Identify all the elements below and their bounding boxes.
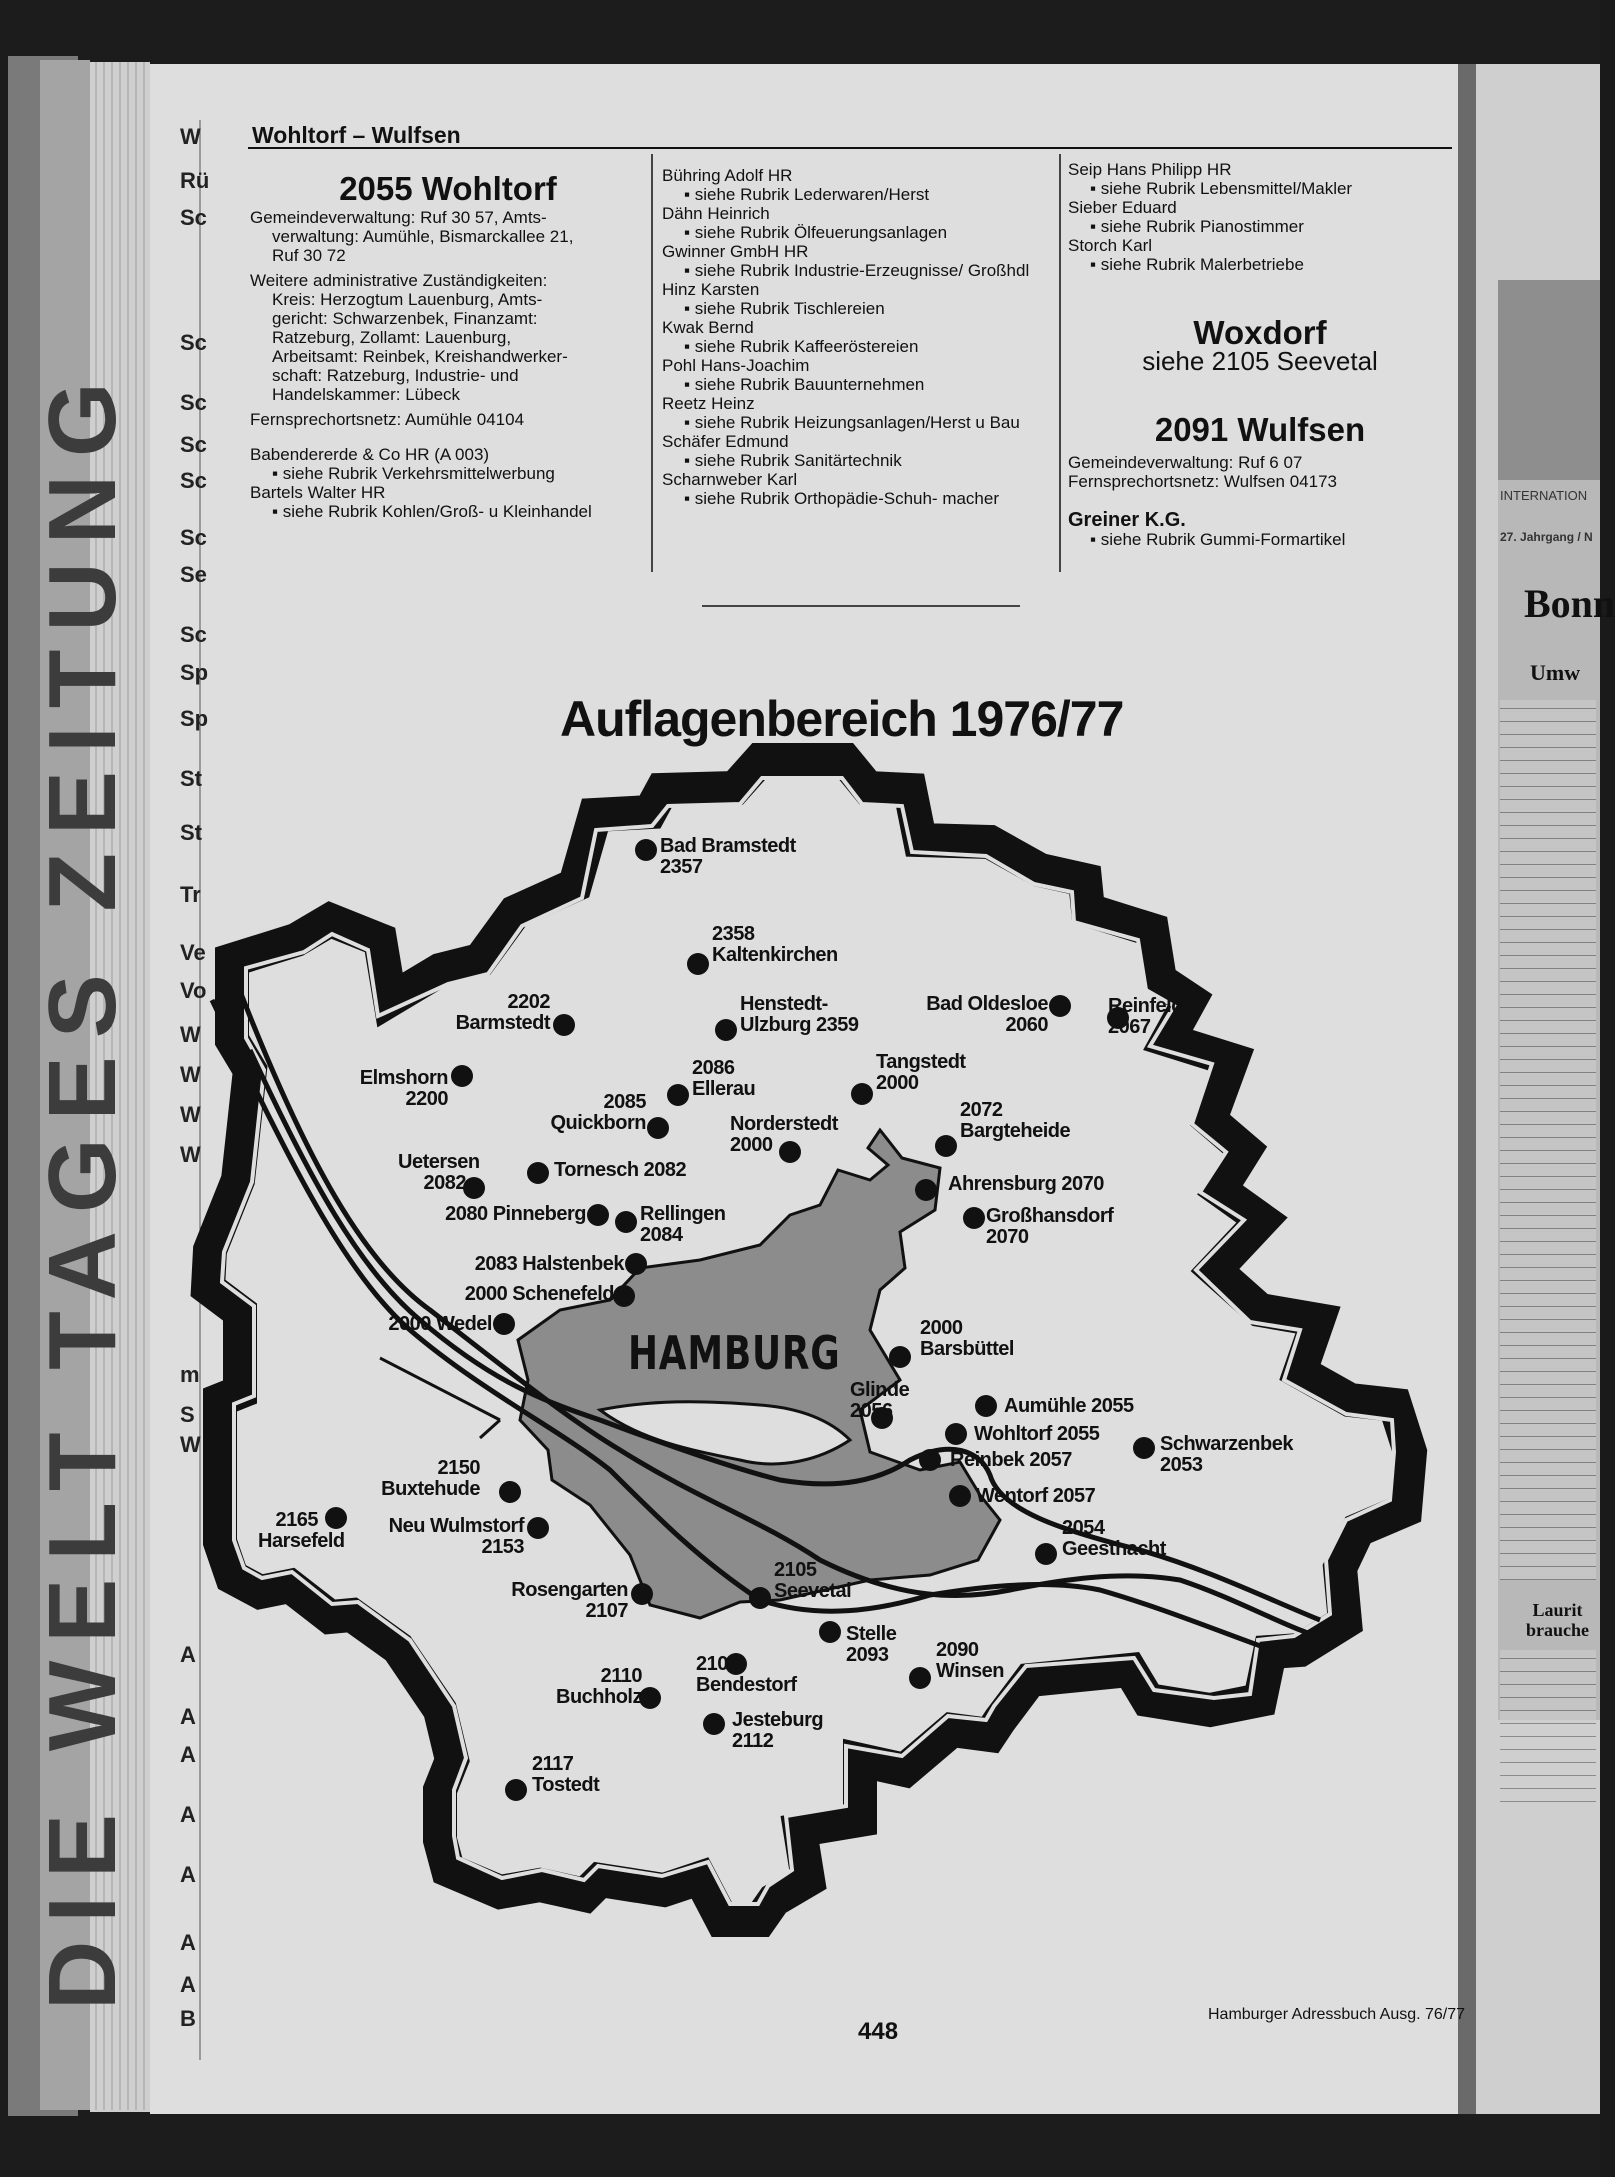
place-marker-ellerau	[667, 1084, 689, 1106]
place-marker-pinneberg	[587, 1204, 609, 1226]
place-label-line: 2056	[850, 1400, 893, 1422]
spine-index-letter: A	[180, 1802, 196, 1827]
place-title-woxdorf: Woxdorf	[1193, 314, 1327, 351]
place-marker-tornesch	[527, 1162, 549, 1184]
spine-index-letter: Sc	[180, 622, 207, 647]
place-label-line: Bendestorf	[696, 1674, 797, 1696]
place-label-line: 2053	[1160, 1454, 1203, 1476]
spine-index-letter: W	[180, 1062, 201, 1087]
spine-index-letter: Sc	[180, 390, 207, 415]
entry-reference: ▪ siehe Rubrik Lederwaren/Herst	[662, 185, 1054, 204]
place-label-halstenbek	[456, 1254, 624, 1275]
entry-reference: ▪ siehe Rubrik Bauunternehmen	[662, 375, 1054, 394]
place-label-line: 2117	[532, 1753, 574, 1775]
place-label-line: Schwarzenbek	[1160, 1433, 1293, 1455]
running-head: Wohltorf – Wulfsen	[252, 122, 461, 148]
entry-reference: ▪ siehe Rubrik Sanitärtechnik	[662, 451, 1054, 470]
entry-name: Seip Hans Philipp HR	[1068, 160, 1232, 179]
spine-index-letter: W	[180, 124, 201, 149]
hamburg-label: HAMBURG	[628, 1326, 841, 1380]
place-label-line: 2000 Wedel	[388, 1313, 492, 1335]
entry-name: Storch Karl	[1068, 236, 1153, 255]
spine-index-letter: A	[180, 1862, 196, 1887]
place-label-bad-bramstedt	[660, 836, 796, 878]
place-label-jesteburg	[732, 1710, 823, 1752]
place-label-line: Kaltenkirchen	[712, 944, 838, 966]
place-label-bad-oldesloe	[918, 994, 1048, 1036]
place-label-line: 2000	[730, 1134, 773, 1156]
place-marker-harsefeld	[325, 1507, 347, 1529]
map-title: Auflagenbereich 1976/77	[560, 691, 1124, 747]
place-title-wohltorf: 2055 Wohltorf	[339, 170, 557, 207]
place-marker-tostedt	[505, 1779, 527, 1801]
place-marker-halstenbek	[625, 1253, 647, 1275]
place-marker-neu-wulmstorf	[527, 1517, 549, 1539]
admin-line: Weitere administrative Zuständigkeiten:	[250, 271, 548, 290]
spine-index-letter: A	[180, 1972, 196, 1997]
admin-line: verwaltung: Aumühle, Bismarckallee 21,	[272, 227, 574, 246]
place-label-bargteheide	[960, 1100, 1070, 1142]
place-label-tangstedt	[876, 1052, 966, 1094]
place-label-barsbuettel	[920, 1318, 1014, 1360]
place-label-line: Stelle	[846, 1623, 897, 1645]
place-marker-rellingen	[615, 1211, 637, 1233]
place-label-line: 2086	[692, 1057, 735, 1079]
place-marker-schenefeld	[613, 1285, 635, 1307]
place-label-reinfeld	[1108, 996, 1183, 1038]
spine-index-letter: Sc	[180, 468, 207, 493]
place-label-line: 2067	[1108, 1016, 1151, 1038]
spine-index-letter: St	[180, 766, 202, 791]
place-label-barmstedt	[440, 992, 550, 1034]
spine-index-letter: m	[180, 1362, 200, 1387]
place-label-schwarzenbek	[1160, 1434, 1293, 1476]
entry-name: Bühring Adolf HR	[662, 166, 793, 185]
spine-vertical-text: DIE WELT TAGES ZEITUNG	[29, 364, 136, 2010]
page-number: 448	[858, 2018, 899, 2045]
place-label-glinde	[850, 1380, 909, 1422]
place-label-tostedt	[532, 1754, 599, 1796]
place-label-line: 2153	[481, 1536, 524, 1558]
place-label-line: Uetersen	[398, 1151, 480, 1173]
place-label-line: 2357	[660, 856, 703, 878]
place-label-line: 2358	[712, 923, 755, 945]
place-marker-schwarzenbek	[1133, 1437, 1155, 1459]
wulfsen-entry-name: Greiner K.G.	[1068, 509, 1186, 531]
place-label-line: 2070	[986, 1226, 1029, 1248]
place-label-line: 2110	[600, 1665, 642, 1687]
place-label-line: 2080 Pinneberg	[445, 1203, 586, 1225]
place-label-ahrensburg	[948, 1174, 1104, 1195]
place-label-pinneberg	[426, 1204, 586, 1225]
admin-line: Gemeindeverwaltung: Ruf 30 57, Amts-	[250, 208, 547, 227]
place-label-quickborn	[536, 1092, 646, 1134]
place-label-line: 2093	[846, 1644, 889, 1666]
place-label-line: 2105	[774, 1559, 817, 1581]
place-label-line: Norderstedt	[730, 1113, 838, 1135]
wulfsen-line-1: Gemeindeverwaltung: Ruf 6 07	[1068, 453, 1303, 472]
entry-name: Schäfer Edmund	[662, 432, 789, 451]
spine-index-letter: B	[180, 2006, 196, 2031]
spine-index-letter: A	[180, 1930, 196, 1955]
spine-index-letter: Sp	[180, 660, 209, 685]
place-label-line: 2107	[585, 1600, 628, 1622]
place-label-winsen	[936, 1640, 1004, 1682]
place-label-line: Bargteheide	[960, 1120, 1071, 1142]
place-label-line: 2084	[640, 1224, 683, 1246]
right-page-headline: Bonn	[1524, 581, 1615, 626]
place-label-line: 2090	[936, 1639, 979, 1661]
place-label-schenefeld	[446, 1284, 614, 1305]
place-label-ellerau	[692, 1058, 755, 1100]
entry-reference: ▪ siehe Rubrik Orthopädie-Schuh- macher	[662, 489, 1054, 508]
place-label-line: Barmstedt	[455, 1012, 550, 1034]
entry-reference: ▪ siehe Rubrik Ölfeuerungsanlagen	[662, 223, 1054, 242]
place-marker-buxtehude	[499, 1481, 521, 1503]
place-label-line: 2106	[696, 1653, 739, 1675]
spine-index-letter: Rü	[180, 168, 210, 193]
place-label-line: 2082	[423, 1172, 466, 1194]
spine-index-letter: A	[180, 1742, 196, 1767]
place-label-line: Ellerau	[692, 1078, 756, 1100]
place-label-seevetal	[774, 1560, 851, 1602]
place-marker-ahrensburg	[915, 1179, 937, 1201]
place-label-line: Wentorf 2057	[976, 1485, 1096, 1507]
place-marker-jesteburg	[703, 1713, 725, 1735]
spine-index-letter: Ve	[180, 940, 206, 965]
spine-index-letter: W	[180, 1022, 201, 1047]
place-marker-wohltorf	[945, 1423, 967, 1445]
place-label-line: Jesteburg	[732, 1709, 824, 1731]
entry-reference: ▪ siehe Rubrik Industrie-Erzeugnisse/ Großhdl	[662, 261, 1054, 280]
place-label-line: Bad Bramstedt	[660, 835, 796, 857]
place-label-line: Ulzburg 2359	[740, 1014, 859, 1036]
place-label-geesthacht	[1062, 1518, 1166, 1560]
place-marker-aumuehle	[975, 1395, 997, 1417]
place-label-bendestorf	[696, 1654, 797, 1696]
place-marker-wentorf	[949, 1485, 971, 1507]
place-label-kaltenkirchen	[712, 924, 838, 966]
place-label-line: 2054	[1062, 1517, 1105, 1539]
entry-name: Dähn Heinrich	[662, 204, 770, 223]
place-marker-grosshansdorf	[963, 1207, 985, 1229]
admin-line: Kreis: Herzogtum Lauenburg, Amts-	[272, 290, 543, 309]
place-marker-tangstedt	[851, 1083, 873, 1105]
place-label-reinbek	[950, 1450, 1072, 1471]
place-label-line: Neu Wulmstorf	[388, 1515, 524, 1537]
place-label-line: 2083 Halstenbek	[474, 1253, 624, 1275]
spine-index-letter: Sc	[180, 525, 207, 550]
place-label-line: 2202	[507, 991, 550, 1013]
place-label-line: Reinbek 2057	[950, 1449, 1072, 1471]
entry-name: Hinz Karsten	[662, 280, 760, 299]
spine-index-letter: Sp	[180, 706, 209, 731]
spine-index-letter: Tr	[180, 882, 201, 907]
entry-name: Bartels Walter HR	[250, 483, 386, 502]
right-page-text-block-2	[1500, 1650, 1596, 1810]
right-page-subhead-2: Laurit brauche	[1526, 1600, 1589, 1640]
place-label-line: Tangstedt	[876, 1051, 966, 1073]
place-label-line: Bad Oldesloe	[926, 993, 1048, 1015]
entry-name: Scharnweber Karl	[662, 470, 798, 489]
place-label-wedel	[368, 1314, 492, 1335]
place-marker-barmstedt	[553, 1014, 575, 1036]
place-label-neu-wulmstorf	[376, 1516, 524, 1558]
admin-line: Arbeitsamt: Reinbek, Kreishandwerker-	[272, 347, 568, 366]
spine-index-letter: A	[180, 1642, 196, 1667]
spine-index-letter: S	[180, 1402, 195, 1427]
place-label-line: 2200	[405, 1088, 448, 1110]
entry-name: Kwak Bernd	[662, 318, 754, 337]
place-label-line: Seevetal	[774, 1580, 852, 1602]
place-label-line: 2112	[732, 1730, 774, 1752]
place-label-uetersen	[398, 1151, 480, 1194]
place-marker-bad-oldesloe	[1049, 995, 1071, 1017]
place-label-rellingen	[640, 1204, 726, 1246]
place-marker-stelle	[819, 1621, 841, 1643]
entry-reference: ▪ siehe Rubrik Pianostimmer	[1068, 217, 1452, 236]
place-marker-barsbuettel	[889, 1346, 911, 1368]
place-label-line: Aumühle 2055	[1004, 1395, 1134, 1417]
admin-line: Ratzeburg, Zollamt: Lauenburg,	[272, 328, 512, 347]
place-label-buxtehude	[376, 1458, 480, 1500]
place-label-line: Großhansdorf	[986, 1205, 1114, 1227]
wulfsen-line-2: Fernsprechortsnetz: Wulfsen 04173	[1068, 472, 1337, 491]
place-marker-kaltenkirchen	[687, 953, 709, 975]
place-marker-bargteheide	[935, 1135, 957, 1157]
spine-index-letter: Se	[180, 562, 207, 587]
entry-reference: ▪ siehe Rubrik Lebensmittel/Makler	[1068, 179, 1452, 198]
entry-name: Reetz Heinz	[662, 394, 755, 413]
right-page-subhead: Umw	[1530, 660, 1581, 685]
place-label-elmshorn	[352, 1068, 448, 1110]
place-label-line: Harsefeld	[258, 1530, 345, 1552]
place-label-wohltorf	[974, 1424, 1099, 1445]
entry-reference: ▪ siehe Rubrik Malerbetriebe	[1068, 255, 1452, 274]
entry-reference: ▪ siehe Rubrik Kohlen/Groß- u Kleinhandel	[250, 502, 646, 521]
place-label-line: Geesthacht	[1062, 1538, 1166, 1560]
place-marker-reinbek	[919, 1449, 941, 1471]
place-label-line: Reinfeld	[1108, 995, 1183, 1017]
place-marker-buchholz	[639, 1687, 661, 1709]
place-marker-elmshorn	[451, 1065, 473, 1087]
place-marker-uetersen	[463, 1177, 485, 1199]
spine-index-letter: W	[180, 1102, 201, 1127]
place-marker-wedel	[493, 1313, 515, 1335]
place-label-line: 2000	[876, 1072, 919, 1094]
place-label-line: 2150	[437, 1457, 480, 1479]
spine-index-letter: A	[180, 1704, 196, 1729]
place-marker-geesthacht	[1035, 1543, 1057, 1565]
place-label-line: Wohltorf 2055	[974, 1423, 1100, 1445]
place-label-aumuehle	[1004, 1396, 1134, 1417]
place-label-buchholz	[550, 1666, 642, 1708]
right-page-issue: 27. Jahrgang / N	[1500, 530, 1593, 544]
wulfsen-entry-ref: ▪ siehe Rubrik Gummi-Formartikel	[1068, 530, 1452, 549]
place-label-line: Buchholz	[556, 1686, 642, 1708]
place-label-line: 2000	[920, 1317, 963, 1339]
admin-line: schaft: Ratzeburg, Industrie- und	[272, 366, 519, 385]
place-label-line: Buxtehude	[381, 1478, 480, 1500]
spine-index-letter: Sc	[180, 205, 207, 230]
admin-line: Fernsprechortsnetz: Aumühle 04104	[250, 410, 525, 429]
place-label-tornesch	[554, 1160, 686, 1181]
place-label-line: 2072	[960, 1099, 1003, 1121]
spine-index-letter: Vo	[180, 978, 207, 1003]
admin-line: Handelskammer: Lübeck	[272, 385, 461, 404]
place-label-rosengarten	[506, 1580, 628, 1622]
spine-index-letter: W	[180, 1142, 201, 1167]
place-label-line: 2000 Schenefeld	[464, 1283, 614, 1305]
place-label-line: 2085	[603, 1091, 646, 1113]
entry-name: Pohl Hans-Joachim	[662, 356, 810, 375]
place-label-line: Elmshorn	[359, 1067, 448, 1089]
place-marker-rosengarten	[631, 1583, 653, 1605]
place-label-wentorf	[976, 1486, 1095, 1507]
spine-index-letter: Sc	[180, 432, 207, 457]
place-label-grosshansdorf	[986, 1206, 1113, 1248]
entry-reference: ▪ siehe Rubrik Kaffeeröstereien	[662, 337, 1054, 356]
entry-reference: ▪ siehe Rubrik Tischlereien	[662, 299, 1054, 318]
admin-line: Ruf 30 72	[272, 246, 346, 265]
place-label-norderstedt	[730, 1114, 838, 1156]
place-label-line: Rellingen	[640, 1203, 726, 1225]
place-label-harsefeld	[258, 1509, 345, 1552]
place-marker-winsen	[909, 1667, 931, 1689]
place-label-stelle	[846, 1624, 896, 1666]
place-label-line: Quickborn	[550, 1112, 646, 1134]
spine-index-letter: Sc	[180, 330, 207, 355]
place-label-line: Tornesch 2082	[554, 1159, 687, 1181]
place-label-line: Barsbüttel	[920, 1338, 1014, 1360]
place-label-line: 2060	[1005, 1014, 1048, 1036]
spine-index-letter: St	[180, 820, 202, 845]
woxdorf-ref: siehe 2105 Seevetal	[1142, 346, 1378, 376]
place-marker-quickborn	[647, 1117, 669, 1139]
place-label-line: Glinde	[850, 1379, 910, 1401]
place-label-line: 2165	[275, 1509, 318, 1531]
place-label-line: Ahrensburg 2070	[948, 1173, 1104, 1195]
entry-name: Babendererde & Co HR (A 003)	[250, 445, 490, 464]
spine-index-letter: W	[180, 1432, 201, 1457]
place-title-wulfsen: 2091 Wulfsen	[1154, 411, 1366, 448]
entry-name: Sieber Eduard	[1068, 198, 1177, 217]
page-footer: Hamburger Adressbuch Ausg. 76/77	[1208, 2006, 1466, 2023]
place-marker-seevetal	[749, 1587, 771, 1609]
place-label-line: Henstedt-	[740, 993, 828, 1015]
entry-reference: ▪ siehe Rubrik Heizungsanlagen/Herst u Bau	[662, 413, 1054, 432]
place-label-henstedt-ulzburg	[740, 994, 858, 1036]
entry-reference: ▪ siehe Rubrik Verkehrsmittelwerbung	[250, 464, 646, 483]
right-page-text-block	[1500, 700, 1596, 1580]
admin-line: gericht: Schwarzenbek, Finanzamt:	[272, 309, 538, 328]
place-marker-henstedt-ulzburg	[715, 1019, 737, 1041]
entry-name: Gwinner GmbH HR	[662, 242, 809, 261]
place-label-line: Winsen	[936, 1660, 1004, 1682]
right-page-header: INTERNATION	[1500, 488, 1588, 503]
place-marker-bad-bramstedt	[635, 839, 657, 861]
place-label-line: Rosengarten	[511, 1579, 628, 1601]
place-label-line: Tostedt	[532, 1774, 600, 1796]
